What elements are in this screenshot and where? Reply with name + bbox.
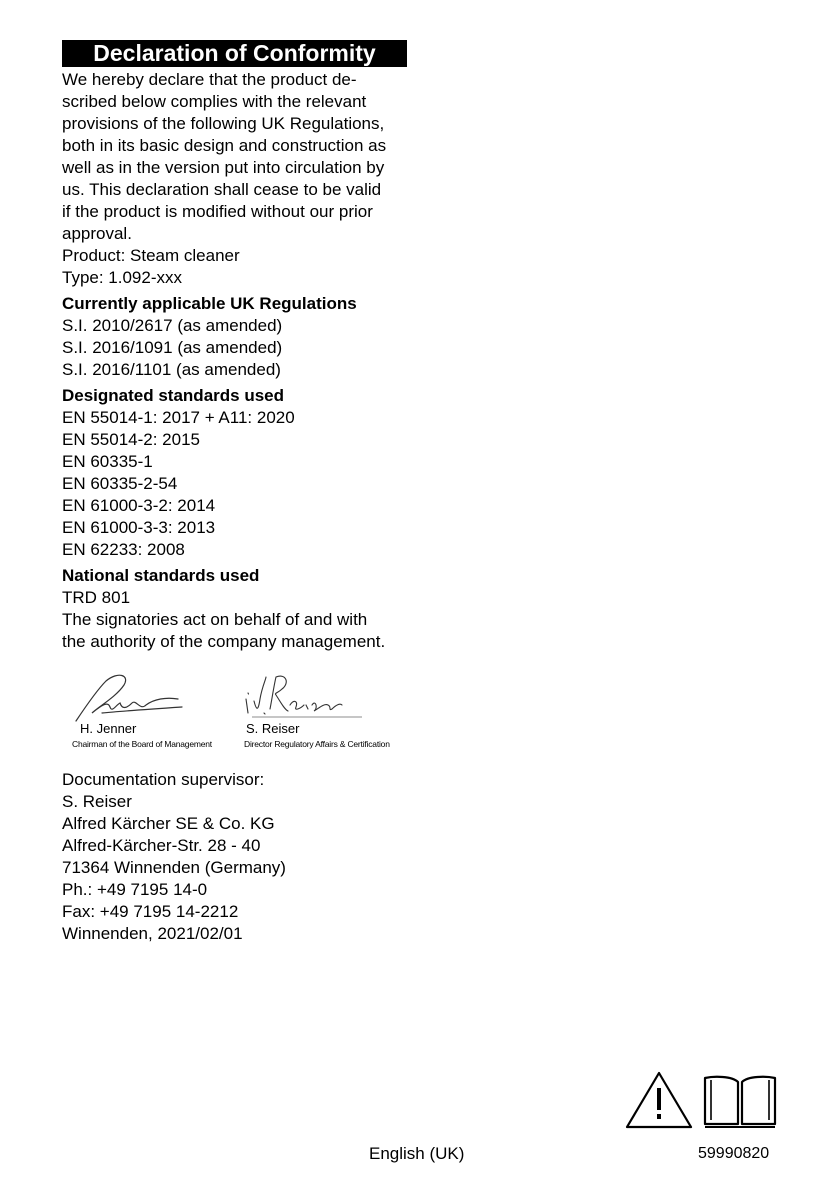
intro-line: We hereby declare that the product de- bbox=[62, 70, 357, 89]
footer-icons bbox=[624, 1070, 778, 1130]
warning-triangle-icon bbox=[624, 1070, 694, 1130]
documentation-line: Fax: +49 7195 14-2212 bbox=[62, 902, 239, 921]
intro-line: us. This declaration shall cease to be valid bbox=[62, 180, 382, 199]
signatories-note-line: The signatories act on behalf of and with bbox=[62, 610, 368, 629]
standard-item: EN 60335-2-54 bbox=[62, 474, 178, 493]
documentation-line: Documentation supervisor: bbox=[62, 770, 265, 789]
regulation-item: S.I. 2016/1091 (as amended) bbox=[62, 338, 283, 357]
type-line: Type: 1.092-xxx bbox=[62, 268, 183, 287]
signature-jenner bbox=[62, 669, 212, 749]
intro-line: both in its basic design and construction as bbox=[62, 136, 387, 155]
intro-line: scribed below complies with the relevant bbox=[62, 92, 367, 111]
documentation-block bbox=[62, 769, 407, 945]
standard-item: EN 62233: 2008 bbox=[62, 540, 185, 559]
signatory-name: H. Jenner bbox=[80, 721, 137, 736]
national-standards-heading: National standards used bbox=[62, 566, 260, 585]
footer-language: English (UK) bbox=[369, 1144, 465, 1163]
national-standard-item: TRD 801 bbox=[62, 588, 131, 607]
intro-line: approval. bbox=[62, 224, 132, 243]
documentation-line: Winnenden, 2021/02/01 bbox=[62, 924, 243, 943]
documentation-line: S. Reiser bbox=[62, 792, 132, 811]
signatory-name: S. Reiser bbox=[246, 721, 300, 736]
standard-item: EN 61000-3-3: 2013 bbox=[62, 518, 216, 537]
regulation-item: S.I. 2010/2617 (as amended) bbox=[62, 316, 283, 335]
declaration-column bbox=[62, 40, 407, 945]
standard-item: EN 61000-3-2: 2014 bbox=[62, 496, 216, 515]
standard-item: EN 55014-2: 2015 bbox=[62, 430, 200, 449]
regulations-heading: Currently applicable UK Regulations bbox=[62, 294, 357, 313]
standard-item: EN 60335-1 bbox=[62, 452, 153, 471]
documentation-line: Alfred Kärcher SE & Co. KG bbox=[62, 814, 275, 833]
product-line: Product: Steam cleaner bbox=[62, 246, 240, 265]
regulation-item: S.I. 2016/1101 (as amended) bbox=[62, 360, 281, 379]
intro-paragraph bbox=[62, 69, 407, 245]
handwritten-signature-jenner bbox=[62, 669, 192, 729]
footer-document-number: 59990820 bbox=[698, 1145, 770, 1162]
intro-line: well as in the version put into circulation by bbox=[62, 158, 385, 177]
documentation-line: Alfred-Kärcher-Str. 28 - 40 bbox=[62, 836, 261, 855]
manual-book-icon bbox=[702, 1070, 778, 1130]
signatory-role: Director Regulatory Affairs & Certification bbox=[244, 739, 390, 749]
designated-standards-heading: Designated standards used bbox=[62, 386, 285, 405]
page-title: Declaration of Conformity bbox=[62, 40, 407, 67]
signature-block bbox=[62, 669, 407, 761]
standard-item: EN 55014-1: 2017 + A11: 2020 bbox=[62, 408, 295, 427]
signatory-role: Chairman of the Board of Management bbox=[72, 739, 212, 749]
signatories-note-line: the authority of the company management. bbox=[62, 632, 386, 651]
documentation-line: Ph.: +49 7195 14-0 bbox=[62, 880, 208, 899]
handwritten-signature-reiser bbox=[242, 669, 372, 725]
intro-line: provisions of the following UK Regulations, bbox=[62, 114, 385, 133]
documentation-line: 71364 Winnenden (Germany) bbox=[62, 858, 286, 877]
intro-line: if the product is modified without our prior bbox=[62, 202, 373, 221]
signature-reiser bbox=[242, 669, 390, 749]
